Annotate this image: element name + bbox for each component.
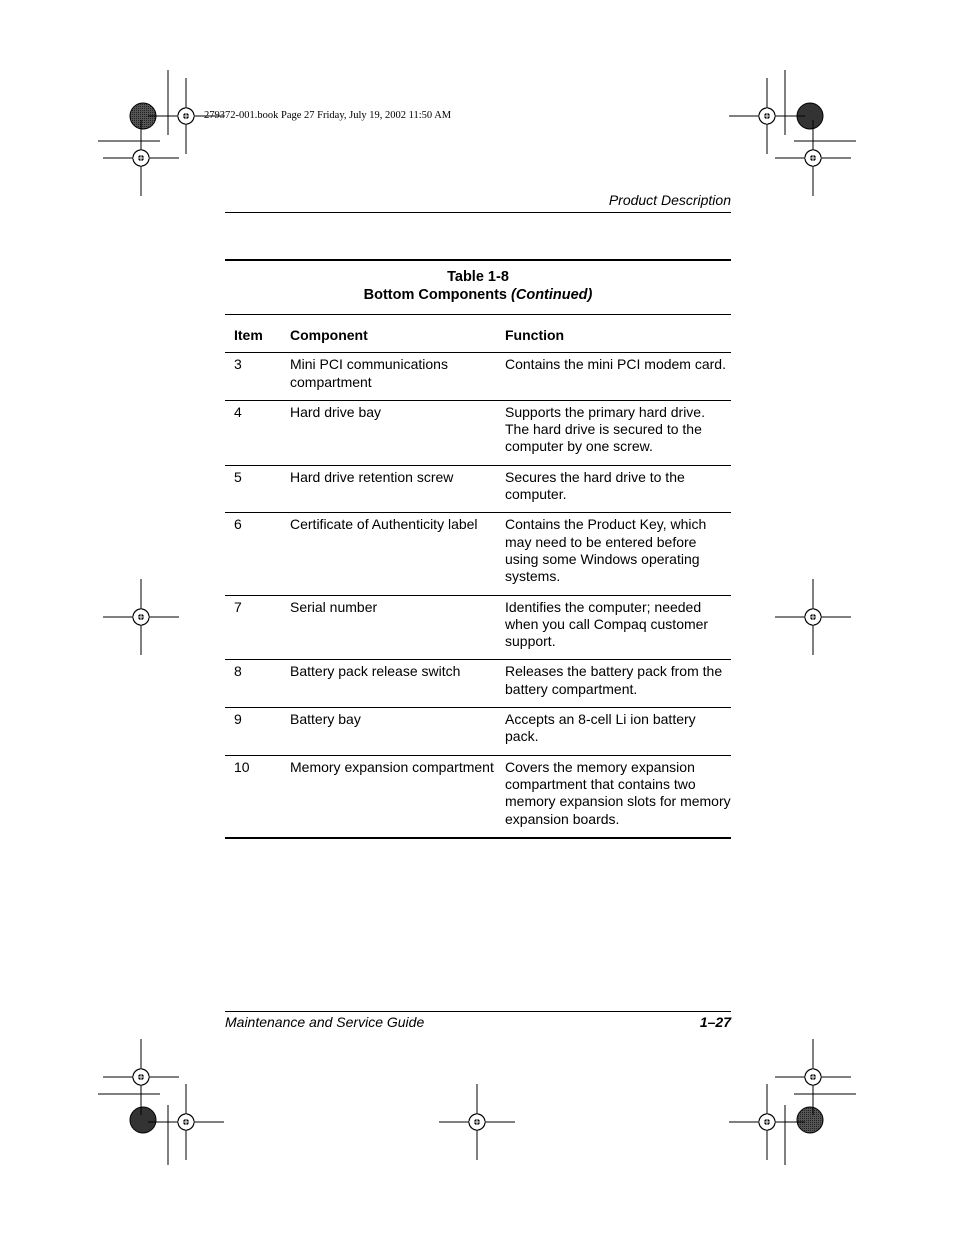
column-header-component: Component	[290, 315, 505, 353]
component-function: Contains the mini PCI modem card.	[505, 353, 731, 401]
component-name: Battery bay	[290, 708, 505, 756]
table-row	[225, 465, 731, 513]
component-function: Supports the primary hard drive. The hard drive is secured to the computer by one screw.	[505, 400, 731, 465]
component-name: Battery pack release switch	[290, 660, 505, 708]
item-number: 3	[225, 353, 290, 401]
table-row	[225, 660, 731, 708]
item-number: 10	[225, 755, 290, 838]
table-row	[225, 513, 731, 595]
starburst-mark-bottom-right	[797, 1107, 823, 1133]
item-number: 7	[225, 595, 290, 660]
footer-guide-title: Maintenance and Service Guide	[225, 1014, 425, 1030]
component-name: Mini PCI communications compartment	[290, 353, 505, 401]
component-function: Secures the hard drive to the computer.	[505, 465, 731, 513]
column-header-function: Function	[505, 315, 731, 353]
component-function: Releases the battery pack from the battery compartment.	[505, 660, 731, 708]
table-header-row	[225, 315, 731, 353]
table-row	[225, 353, 731, 401]
running-head: Product Description	[608, 192, 731, 208]
table-row	[225, 708, 731, 756]
component-name: Hard drive bay	[290, 400, 505, 465]
bottom-components-table	[225, 315, 731, 839]
item-number: 5	[225, 465, 290, 513]
component-function: Contains the Product Key, which may need to be entered before using some Windows operating systems.	[505, 513, 731, 595]
item-number: 9	[225, 708, 290, 756]
table-row	[225, 595, 731, 660]
component-name: Serial number	[290, 595, 505, 660]
table-top-rule	[225, 259, 731, 261]
component-name: Hard drive retention screw	[290, 465, 505, 513]
footer-rule	[225, 1011, 731, 1012]
starburst-mark-bottom-left	[130, 1107, 156, 1133]
table-title: Bottom Components	[363, 287, 507, 303]
table-row	[225, 755, 731, 838]
table-title-suffix: (Continued)	[511, 287, 593, 303]
table-title-line	[225, 286, 731, 304]
item-number: 4	[225, 400, 290, 465]
item-number: 8	[225, 660, 290, 708]
table-caption	[225, 268, 731, 304]
column-header-item: Item	[225, 315, 290, 353]
print-slug-line: 279372-001.book Page 27 Friday, July 19, 2002 11:50 AM	[204, 110, 452, 121]
footer-page-number: 1–27	[699, 1014, 731, 1030]
component-function: Accepts an 8-cell Li ion battery pack.	[505, 708, 731, 756]
item-number: 6	[225, 513, 290, 595]
table-row	[225, 400, 731, 465]
header-rule	[225, 212, 731, 213]
component-function: Identifies the computer; needed when you call Compaq customer support.	[505, 595, 731, 660]
component-name: Memory expansion compartment	[290, 755, 505, 838]
table-number: Table 1-8	[447, 269, 509, 285]
component-name: Certificate of Authenticity label	[290, 513, 505, 595]
component-function: Covers the memory expansion compartment that contains two memory expansion slots for memory expansion boards.	[505, 755, 731, 838]
